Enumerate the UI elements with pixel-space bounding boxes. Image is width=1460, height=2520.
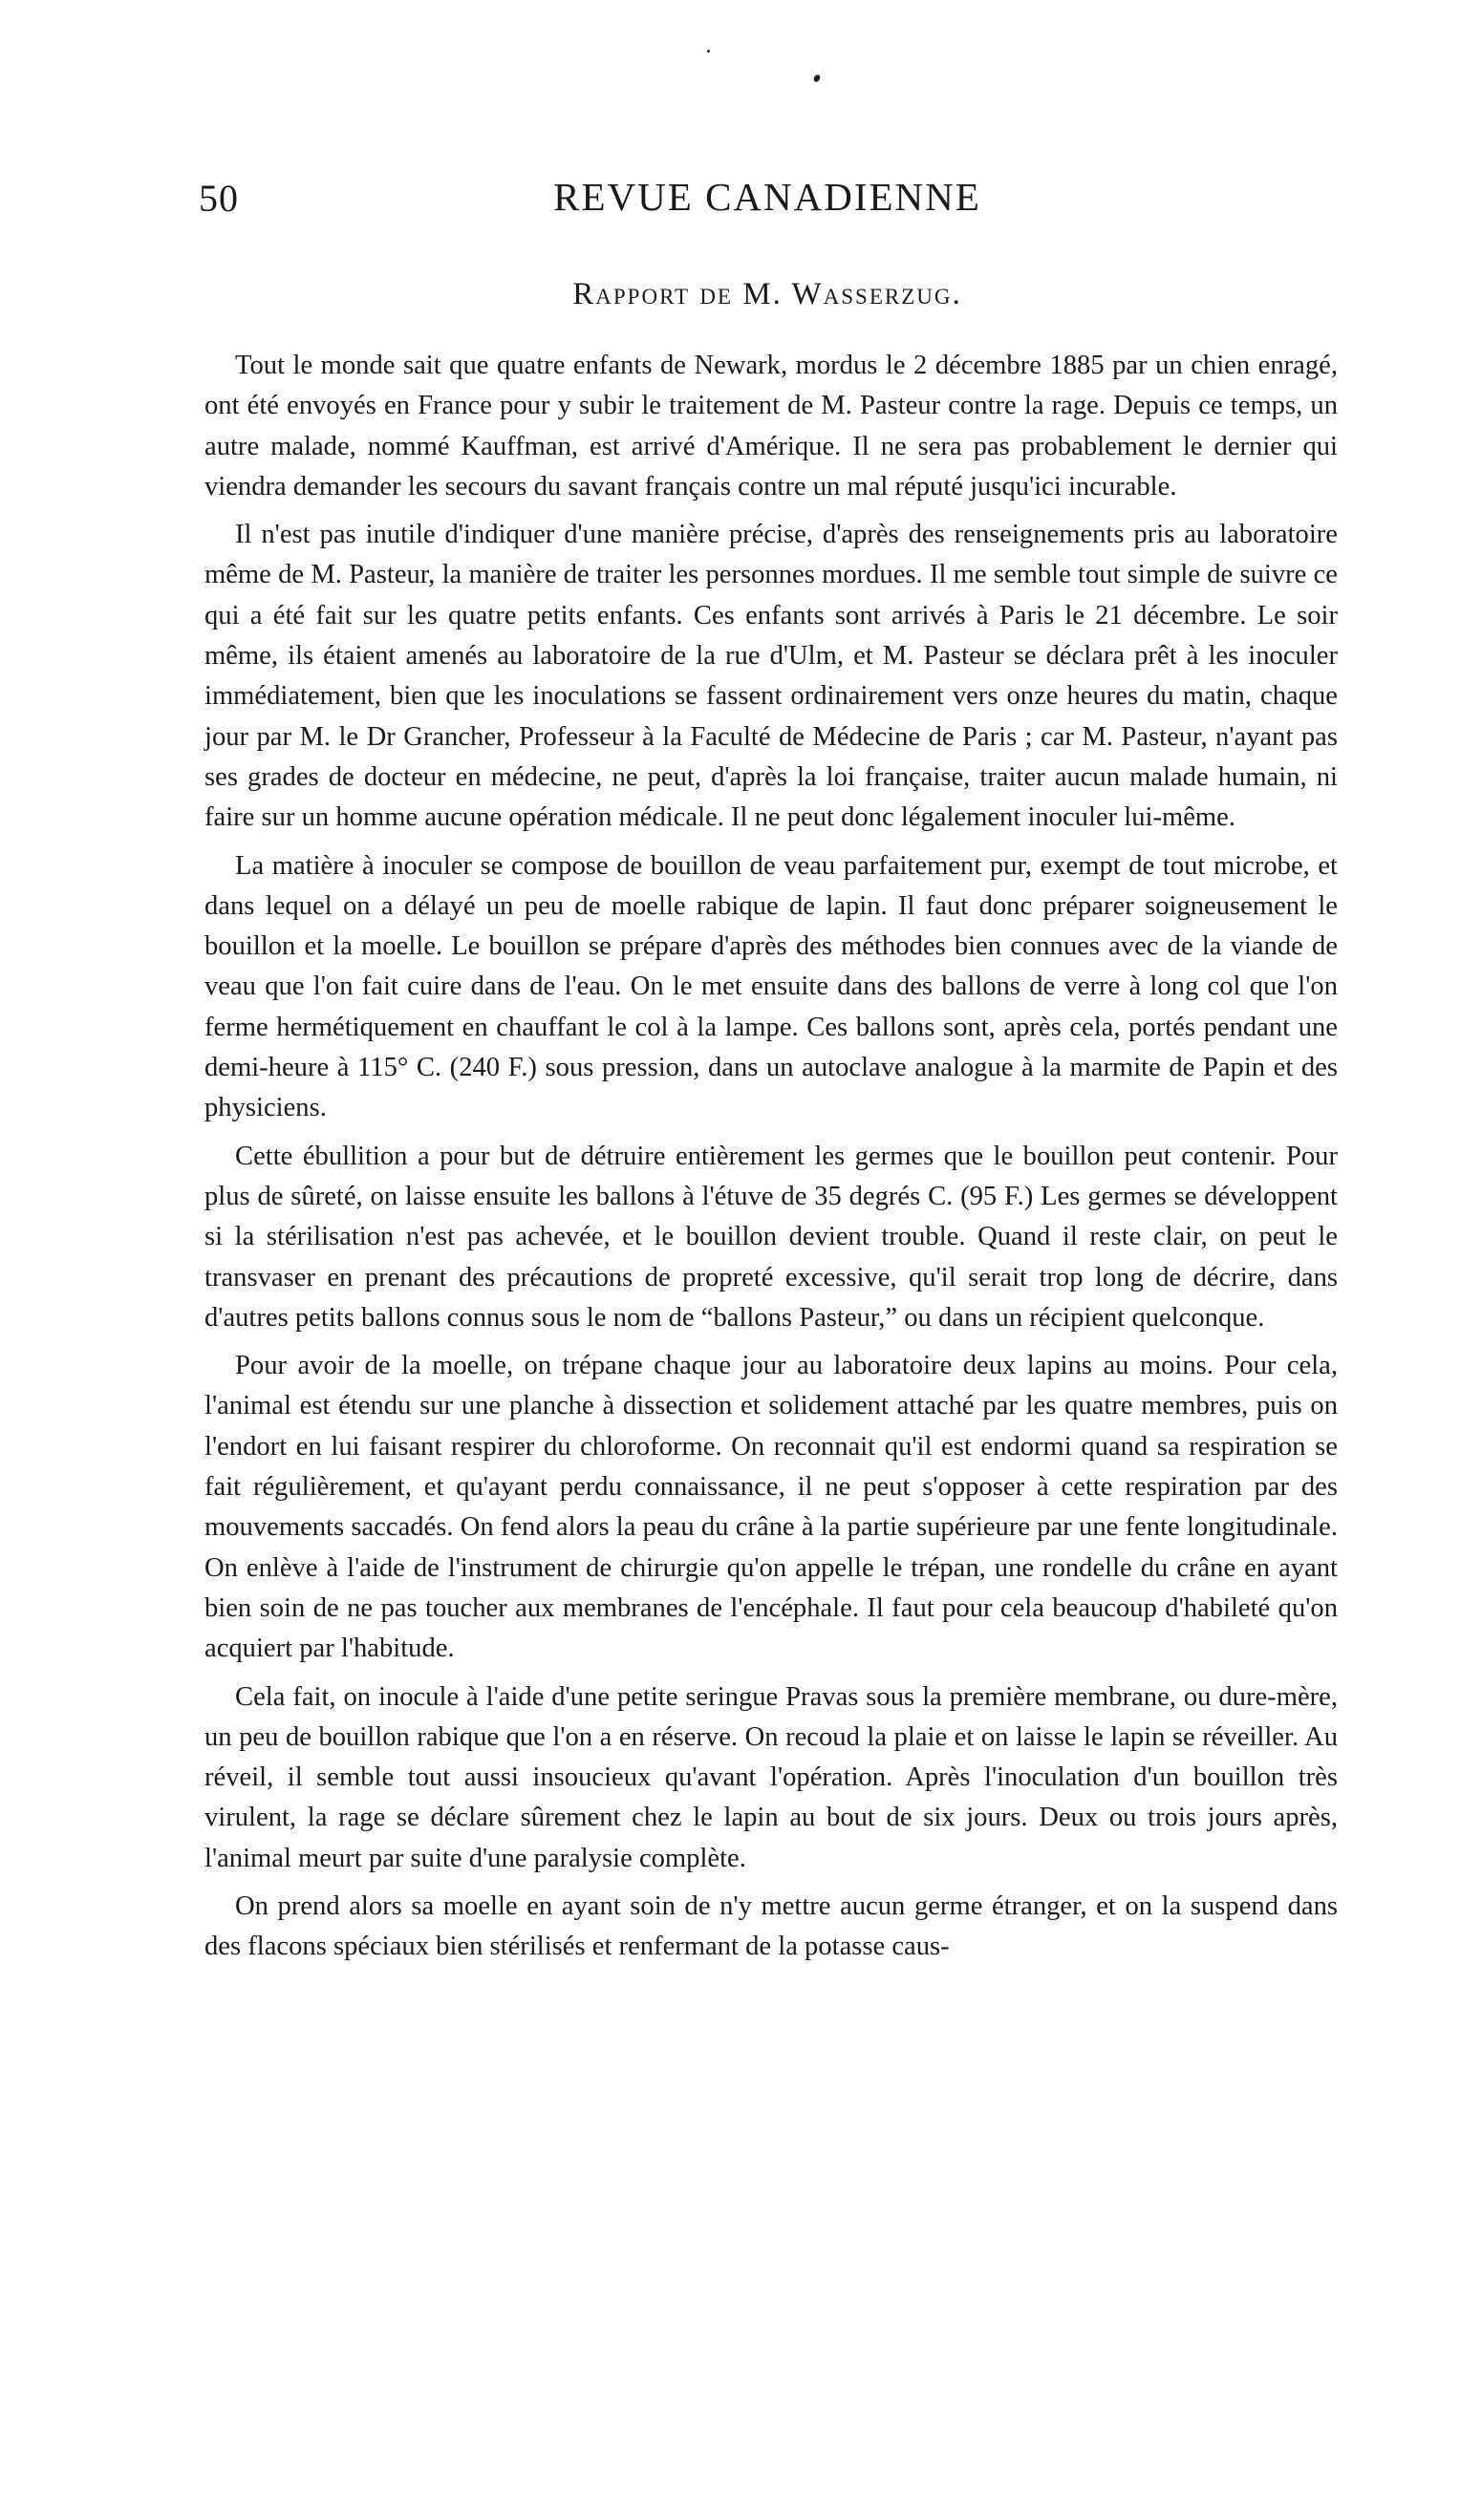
running-title: REVUE CANADIENNE (553, 175, 981, 219)
print-specks (707, 48, 822, 86)
page-number: 50 (199, 177, 239, 220)
article-title: Rapport de M. Wasserzug. (572, 277, 962, 311)
paragraph: Cela fait, on inocule à l'aide d'une petite seringue Pravas sous la première membrane, ou dure-mère, un peu de bouillon rabique que l'on a en réserve. On recoud la plaie et on laisse le lapin se réveiller. Au réveil, il semble tout aussi insoucieux qu'avant l'opération. Après l'inoculation d'un bouillon très virulent, la rage se déclare sûrement chez le lapin au bout de six jours. Deux ou trois jours après, l'animal meurt par suite d'une paralysie complète. (204, 1681, 1338, 1873)
page-header (199, 170, 1336, 227)
paragraph: On prend alors sa moelle en ayant soin de n'y mettre aucun germe étranger, et on la suspend dans des flacons spéciaux bien stérilisés et renfermant de la potasse caus- (204, 1890, 1338, 1962)
paragraph: La matière à inoculer se compose de bouillon de veau parfaitement pur, exempt de tout microbe, et dans lequel on a délayé un peu de moelle rabique de lapin. Il faut donc préparer soigneusement le bouillon et la moelle. Le bouillon se prépare d'après des méthodes bien connues avec de la viande de veau que l'on fait cuire dans de l'eau. On le met ensuite dans des ballons de verre à long col que l'on ferme hermétiquement en chauffant le col à la lampe. Ces ballons sont, après cela, portés pendant une demi-heure à 115° C. (240 F.) sous pression, dans un autoclave analogue à la marmite de Papin et des physiciens. (204, 850, 1338, 1123)
speck (707, 50, 710, 53)
speck (812, 74, 821, 83)
article-body (204, 346, 1338, 1968)
paragraph: Cette ébullition a pour but de détruire entièrement les germes que le bouillon peut contenir. Pour plus de sûreté, on laisse ensuite les ballons à l'étuve de 35 degrés C. (95 F.) Les germes se développent si la stérilisation n'est pas achevée, et le bouillon devient trouble. Quand il reste clair, on peut le transvaser en prenant des précautions de propreté excessive, qu'il serait trop long de décrire, dans d'autres petits ballons connus sous le nom de “ballons Pasteur,” ou dans un récipient quelconque. (204, 1141, 1338, 1333)
paragraph: Pour avoir de la moelle, on trépane chaque jour au laboratoire deux lapins au moins. Pour cela, l'animal est étendu sur une planche à dissection et solidement attaché par les quatre membres, puis on l'endort en lui faisant respirer du chloroforme. On reconnait qu'il est endormi quand sa respiration se fait régulièrement, et qu'ayant perdu connaissance, il ne peut s'opposer à cette respiration par des mouvements saccadés. On fend alors la peau du crâne à la partie supérieure par une fente longitudinale. On enlève à l'aide de l'instrument de chirurgie qu'on appelle le trépan, une rondelle du crâne en ayant bien soin de ne pas toucher aux membranes de l'encéphale. Il faut pour cela beaucoup d'habileté qu'on acquiert par l'habitude. (204, 1351, 1338, 1664)
paragraph: Tout le monde sait que quatre enfants de Newark, mordus le 2 décembre 1885 par un chien enragé, ont été envoyés en France pour y subir le traitement de M. Pasteur contre la rage. Depuis ce temps, un autre malade, nommé Kauffman, est arrivé d'Amérique. Il ne sera pas probablement le dernier qui viendra demander les secours du savant français contre un mal réputé jusqu'ici incurable. (204, 351, 1338, 502)
paragraph: Il n'est pas inutile d'indiquer d'une manière précise, d'après des renseignements pris au laboratoire même de M. Pasteur, la manière de traiter les personnes mordues. Il me semble tout simple de suivre ce qui a été fait sur les quatre petits enfants. Ces enfants sont arrivés à Paris le 21 décembre. Le soir même, ils étaient amenés au laboratoire de la rue d'Ulm, et M. Pasteur se déclara prêt à les inoculer immédiatement, bien que les inoculations se fassent ordinairement vers onze heures du matin, chaque jour par M. le Dr Grancher, Professeur à la Faculté de Médecine de Paris ; car M. Pasteur, n'ayant pas ses grades de docteur en médecine, ne peut, d'après la loi française, traiter aucun malade humain, ni faire sur un homme aucune opération médicale. Il ne peut donc légalement inoculer lui-même. (204, 520, 1338, 833)
